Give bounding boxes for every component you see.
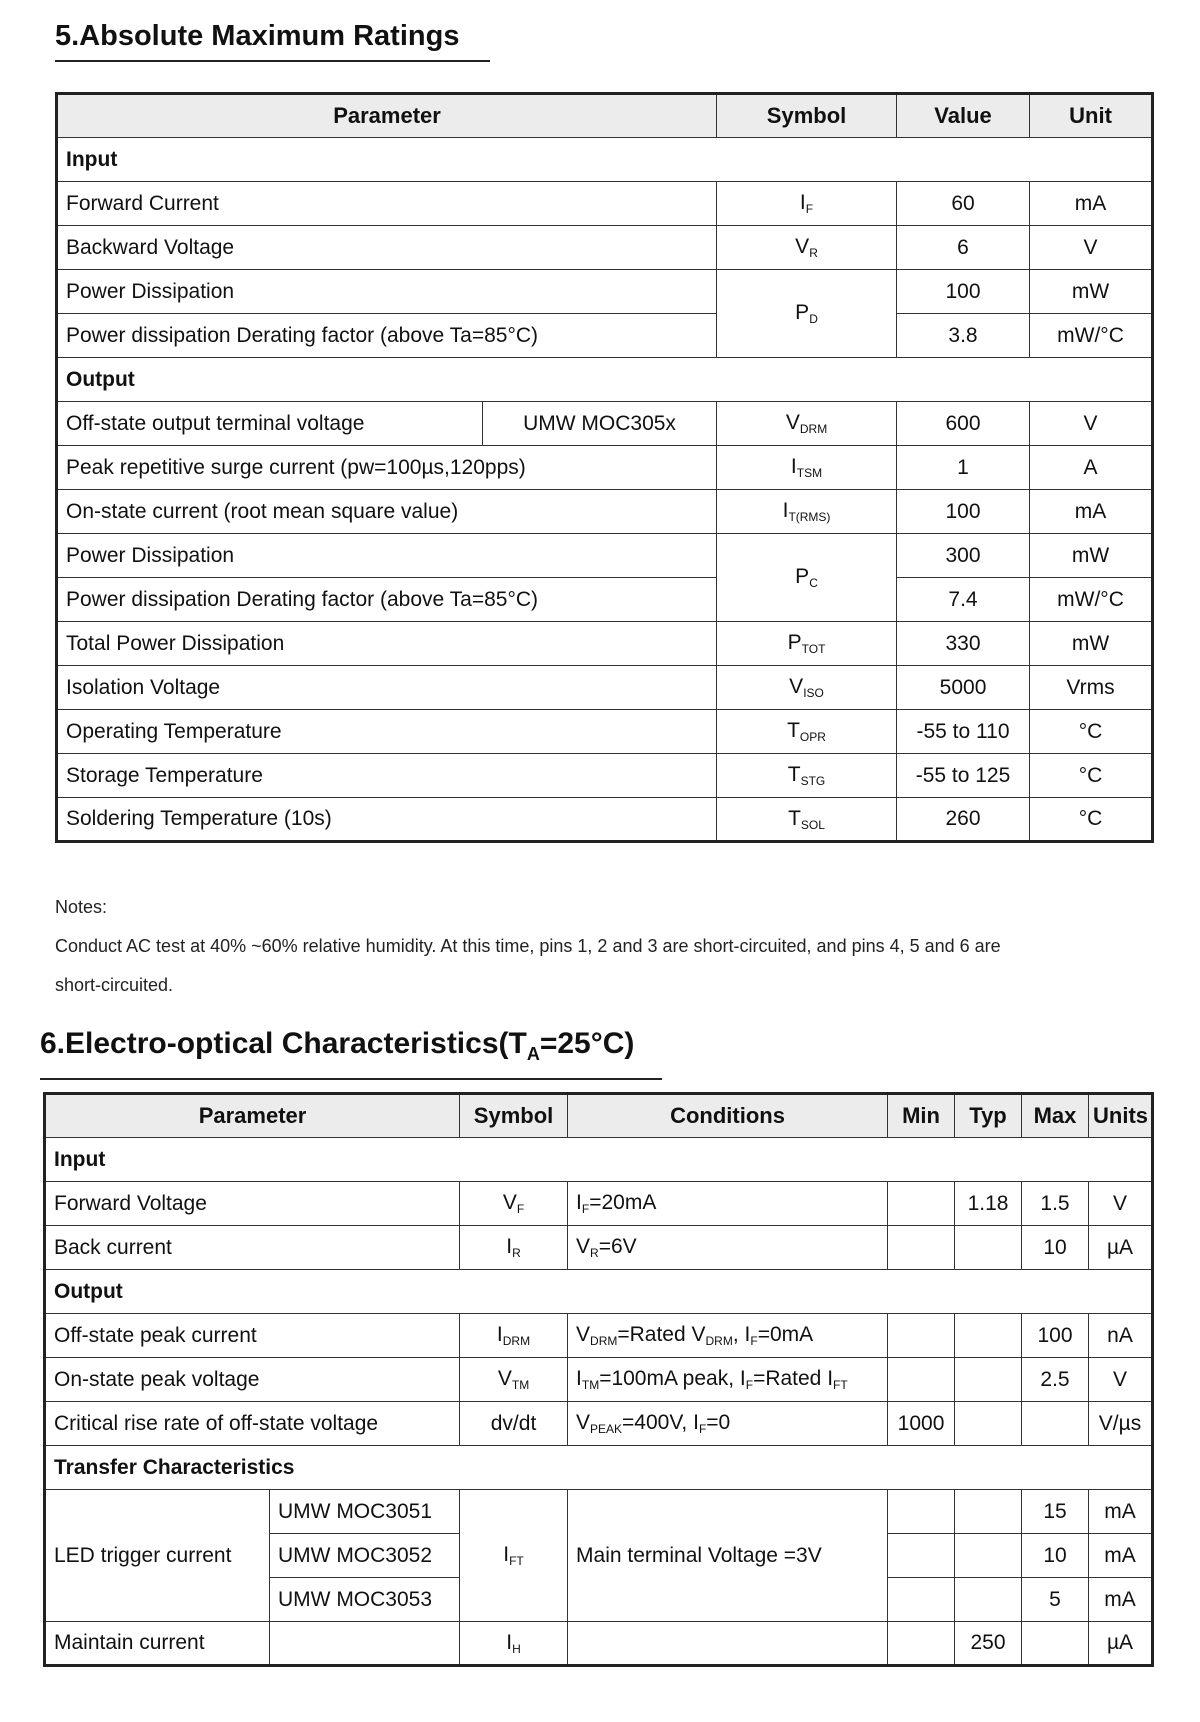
unit-cell: °C	[1030, 754, 1153, 798]
unit-cell: V	[1030, 226, 1153, 270]
max-cell: 5	[1022, 1578, 1089, 1622]
notes-label: Notes:	[55, 897, 108, 917]
header-symbol: Symbol	[717, 94, 897, 138]
table-header-row	[45, 1094, 1153, 1138]
param-cell: Power Dissipation	[57, 270, 717, 314]
value-cell: 600	[897, 402, 1030, 446]
symbol-cell: $T_{OPR}$	[717, 710, 897, 754]
model-cell: UMW MOC305x	[483, 402, 717, 446]
symbol-cell: $T_{STG}$	[717, 754, 897, 798]
min-cell	[888, 1534, 955, 1578]
table-row	[57, 226, 1153, 270]
conditions-cell: $V_{PEAK}=400V$, $I_F=0$	[568, 1402, 888, 1446]
header-max: Max	[1022, 1094, 1089, 1138]
param-cell: On-state current (root mean square value)	[57, 490, 717, 534]
section-row-input	[57, 138, 1153, 182]
section-label-output: Output	[45, 1270, 1153, 1314]
table-row	[57, 798, 1153, 842]
table-row	[57, 270, 1153, 314]
table-row	[45, 1314, 1153, 1358]
max-cell	[1022, 1622, 1089, 1666]
table-row	[45, 1622, 1153, 1666]
unit-cell: Vrms	[1030, 666, 1153, 710]
symbol-cell: $V_R$	[717, 226, 897, 270]
unit-cell: nA	[1089, 1314, 1153, 1358]
section-row-output	[57, 358, 1153, 402]
param-cell: Forward Voltage	[45, 1182, 460, 1226]
symbol-cell: $I_F$	[717, 182, 897, 226]
value-cell: 7.4	[897, 578, 1030, 622]
param-cell: Isolation Voltage	[57, 666, 717, 710]
symbol-cell: $I_H$	[460, 1622, 568, 1666]
conditions-cell: Main terminal Voltage =3V	[568, 1490, 888, 1622]
typ-cell	[955, 1314, 1022, 1358]
value-cell: 330	[897, 622, 1030, 666]
symbol-cell: $I_{FT}$	[460, 1490, 568, 1622]
param-cell: Power dissipation Derating factor (above Ta=85°C)	[57, 314, 717, 358]
unit-cell: mA	[1030, 490, 1153, 534]
max-cell: 10	[1022, 1534, 1089, 1578]
value-cell: 100	[897, 270, 1030, 314]
unit-cell: mW/°C	[1030, 578, 1153, 622]
table-row	[45, 1182, 1153, 1226]
unit-cell: V	[1030, 402, 1153, 446]
value-cell: -55 to 125	[897, 754, 1030, 798]
conditions-cell: $V_R=6V$	[568, 1226, 888, 1270]
param-cell: Back current	[45, 1226, 460, 1270]
value-cell: 100	[897, 490, 1030, 534]
section-label-output: Output	[57, 358, 1153, 402]
typ-cell	[955, 1358, 1022, 1402]
param-cell: Critical rise rate of off-state voltage	[45, 1402, 460, 1446]
max-cell: 2.5	[1022, 1358, 1089, 1402]
min-cell	[888, 1314, 955, 1358]
param-cell: Peak repetitive surge current (pw=100µs,120pps)	[57, 446, 717, 490]
unit-cell: A	[1030, 446, 1153, 490]
typ-cell	[955, 1534, 1022, 1578]
notes-line: Conduct AC test at 40% ~60% relative humidity. At this time, pins 1, 2 and 3 are short-circuited, and pins 4, 5 and 6 are	[55, 936, 1001, 956]
table-row	[45, 1226, 1153, 1270]
typ-cell	[955, 1402, 1022, 1446]
table-row	[57, 622, 1153, 666]
min-cell	[888, 1622, 955, 1666]
notes-block	[55, 888, 1001, 1005]
conditions-cell	[568, 1622, 888, 1666]
unit-cell: mA	[1089, 1578, 1153, 1622]
header-symbol: Symbol	[460, 1094, 568, 1138]
table-row	[57, 534, 1153, 578]
symbol-cell: $I_{T(RMS)}$	[717, 490, 897, 534]
conditions-cell: $I_{TM}=100mA$ peak, $I_F=Rated$ $I_{FT}$	[568, 1358, 888, 1402]
section-label-input: Input	[57, 138, 1153, 182]
param-cell: Maintain current	[45, 1622, 270, 1666]
param-cell: Total Power Dissipation	[57, 622, 717, 666]
unit-cell: V	[1089, 1182, 1153, 1226]
max-cell	[1022, 1402, 1089, 1446]
header-parameter: Parameter	[45, 1094, 460, 1138]
param-cell: Power dissipation Derating factor (above Ta=85°C)	[57, 578, 717, 622]
min-cell: 1000	[888, 1402, 955, 1446]
min-cell	[888, 1490, 955, 1534]
symbol-cell: $P_D$	[717, 270, 897, 358]
header-min: Min	[888, 1094, 955, 1138]
model-cell: UMW MOC3051	[270, 1490, 460, 1534]
unit-cell: mW	[1030, 270, 1153, 314]
section-row-output	[45, 1270, 1153, 1314]
electro-optical-characteristics-table	[43, 1092, 1154, 1667]
value-cell: 60	[897, 182, 1030, 226]
notes-line: short-circuited.	[55, 975, 174, 995]
unit-cell: °C	[1030, 710, 1153, 754]
param-cell: LED trigger current	[45, 1490, 270, 1622]
header-value: Value	[897, 94, 1030, 138]
param-cell: Operating Temperature	[57, 710, 717, 754]
unit-cell: mA	[1089, 1534, 1153, 1578]
section-label-input: Input	[45, 1138, 1153, 1182]
table-row	[57, 710, 1153, 754]
value-cell: 5000	[897, 666, 1030, 710]
unit-cell: mW/°C	[1030, 314, 1153, 358]
symbol-cell: dv/dt	[460, 1402, 568, 1446]
min-cell	[888, 1578, 955, 1622]
value-cell: 300	[897, 534, 1030, 578]
table-row	[57, 578, 1153, 622]
value-cell: 1	[897, 446, 1030, 490]
absolute-maximum-ratings-table	[55, 92, 1154, 843]
max-cell: 10	[1022, 1226, 1089, 1270]
unit-cell: V	[1089, 1358, 1153, 1402]
max-cell: 15	[1022, 1490, 1089, 1534]
header-conditions: Conditions	[568, 1094, 888, 1138]
param-cell: Power Dissipation	[57, 534, 717, 578]
section-label-transfer: Transfer Characteristics	[45, 1446, 1153, 1490]
table-row	[45, 1358, 1153, 1402]
symbol-cell: $P_C$	[717, 534, 897, 622]
model-cell	[270, 1622, 460, 1666]
param-cell: Storage Temperature	[57, 754, 717, 798]
table-row	[57, 490, 1153, 534]
model-cell: UMW MOC3053	[270, 1578, 460, 1622]
param-cell: Off-state output terminal voltage	[57, 402, 483, 446]
table-row	[57, 402, 1153, 446]
param-cell: On-state peak voltage	[45, 1358, 460, 1402]
header-typ: Typ	[955, 1094, 1022, 1138]
section-6-title: 6.Electro-optical $Characteristics(T_A=25^\circ C)$	[40, 1026, 662, 1080]
unit-cell: mA	[1030, 182, 1153, 226]
header-unit: Unit	[1030, 94, 1153, 138]
param-cell: Soldering Temperature (10s)	[57, 798, 717, 842]
symbol-cell: $V_{TM}$	[460, 1358, 568, 1402]
symbol-cell: $V_{ISO}$	[717, 666, 897, 710]
typ-cell: 1.18	[955, 1182, 1022, 1226]
unit-cell: µA	[1089, 1226, 1153, 1270]
table-row	[57, 314, 1153, 358]
unit-cell: mW	[1030, 622, 1153, 666]
typ-cell	[955, 1226, 1022, 1270]
symbol-cell: $V_F$	[460, 1182, 568, 1226]
table-row	[45, 1402, 1153, 1446]
symbol-cell: $I_{TSM}$	[717, 446, 897, 490]
min-cell	[888, 1358, 955, 1402]
section-row-transfer	[45, 1446, 1153, 1490]
min-cell	[888, 1226, 955, 1270]
param-cell: Off-state peak current	[45, 1314, 460, 1358]
symbol-cell: $I_{DRM}$	[460, 1314, 568, 1358]
typ-cell	[955, 1490, 1022, 1534]
max-cell: 100	[1022, 1314, 1089, 1358]
value-cell: 6	[897, 226, 1030, 270]
header-parameter: Parameter	[57, 94, 717, 138]
unit-cell: µA	[1089, 1622, 1153, 1666]
table-row	[57, 182, 1153, 226]
table-row	[57, 666, 1153, 710]
value-cell: 3.8	[897, 314, 1030, 358]
table-row	[45, 1490, 1153, 1534]
max-cell: 1.5	[1022, 1182, 1089, 1226]
unit-cell: °C	[1030, 798, 1153, 842]
min-cell	[888, 1182, 955, 1226]
unit-cell: V/µs	[1089, 1402, 1153, 1446]
typ-cell	[955, 1578, 1022, 1622]
param-cell: Forward Current	[57, 182, 717, 226]
section-5-title: 5.Absolute Maximum Ratings	[55, 18, 490, 62]
conditions-cell: $I_F=20mA$	[568, 1182, 888, 1226]
symbol-cell: $I_R$	[460, 1226, 568, 1270]
table-header-row	[57, 94, 1153, 138]
value-cell: -55 to 110	[897, 710, 1030, 754]
typ-cell: 250	[955, 1622, 1022, 1666]
value-cell: 260	[897, 798, 1030, 842]
model-cell: UMW MOC3052	[270, 1534, 460, 1578]
symbol-cell: $T_{SOL}$	[717, 798, 897, 842]
table-row	[57, 754, 1153, 798]
header-units: Units	[1089, 1094, 1153, 1138]
table-row	[57, 446, 1153, 490]
symbol-cell: $P_{TOT}$	[717, 622, 897, 666]
conditions-cell: $V_{DRM}=Rated$ $V_{DRM}$, $I_F=0mA$	[568, 1314, 888, 1358]
symbol-cell: $V_{DRM}$	[717, 402, 897, 446]
unit-cell: mW	[1030, 534, 1153, 578]
section-row-input	[45, 1138, 1153, 1182]
param-cell: Backward Voltage	[57, 226, 717, 270]
unit-cell: mA	[1089, 1490, 1153, 1534]
